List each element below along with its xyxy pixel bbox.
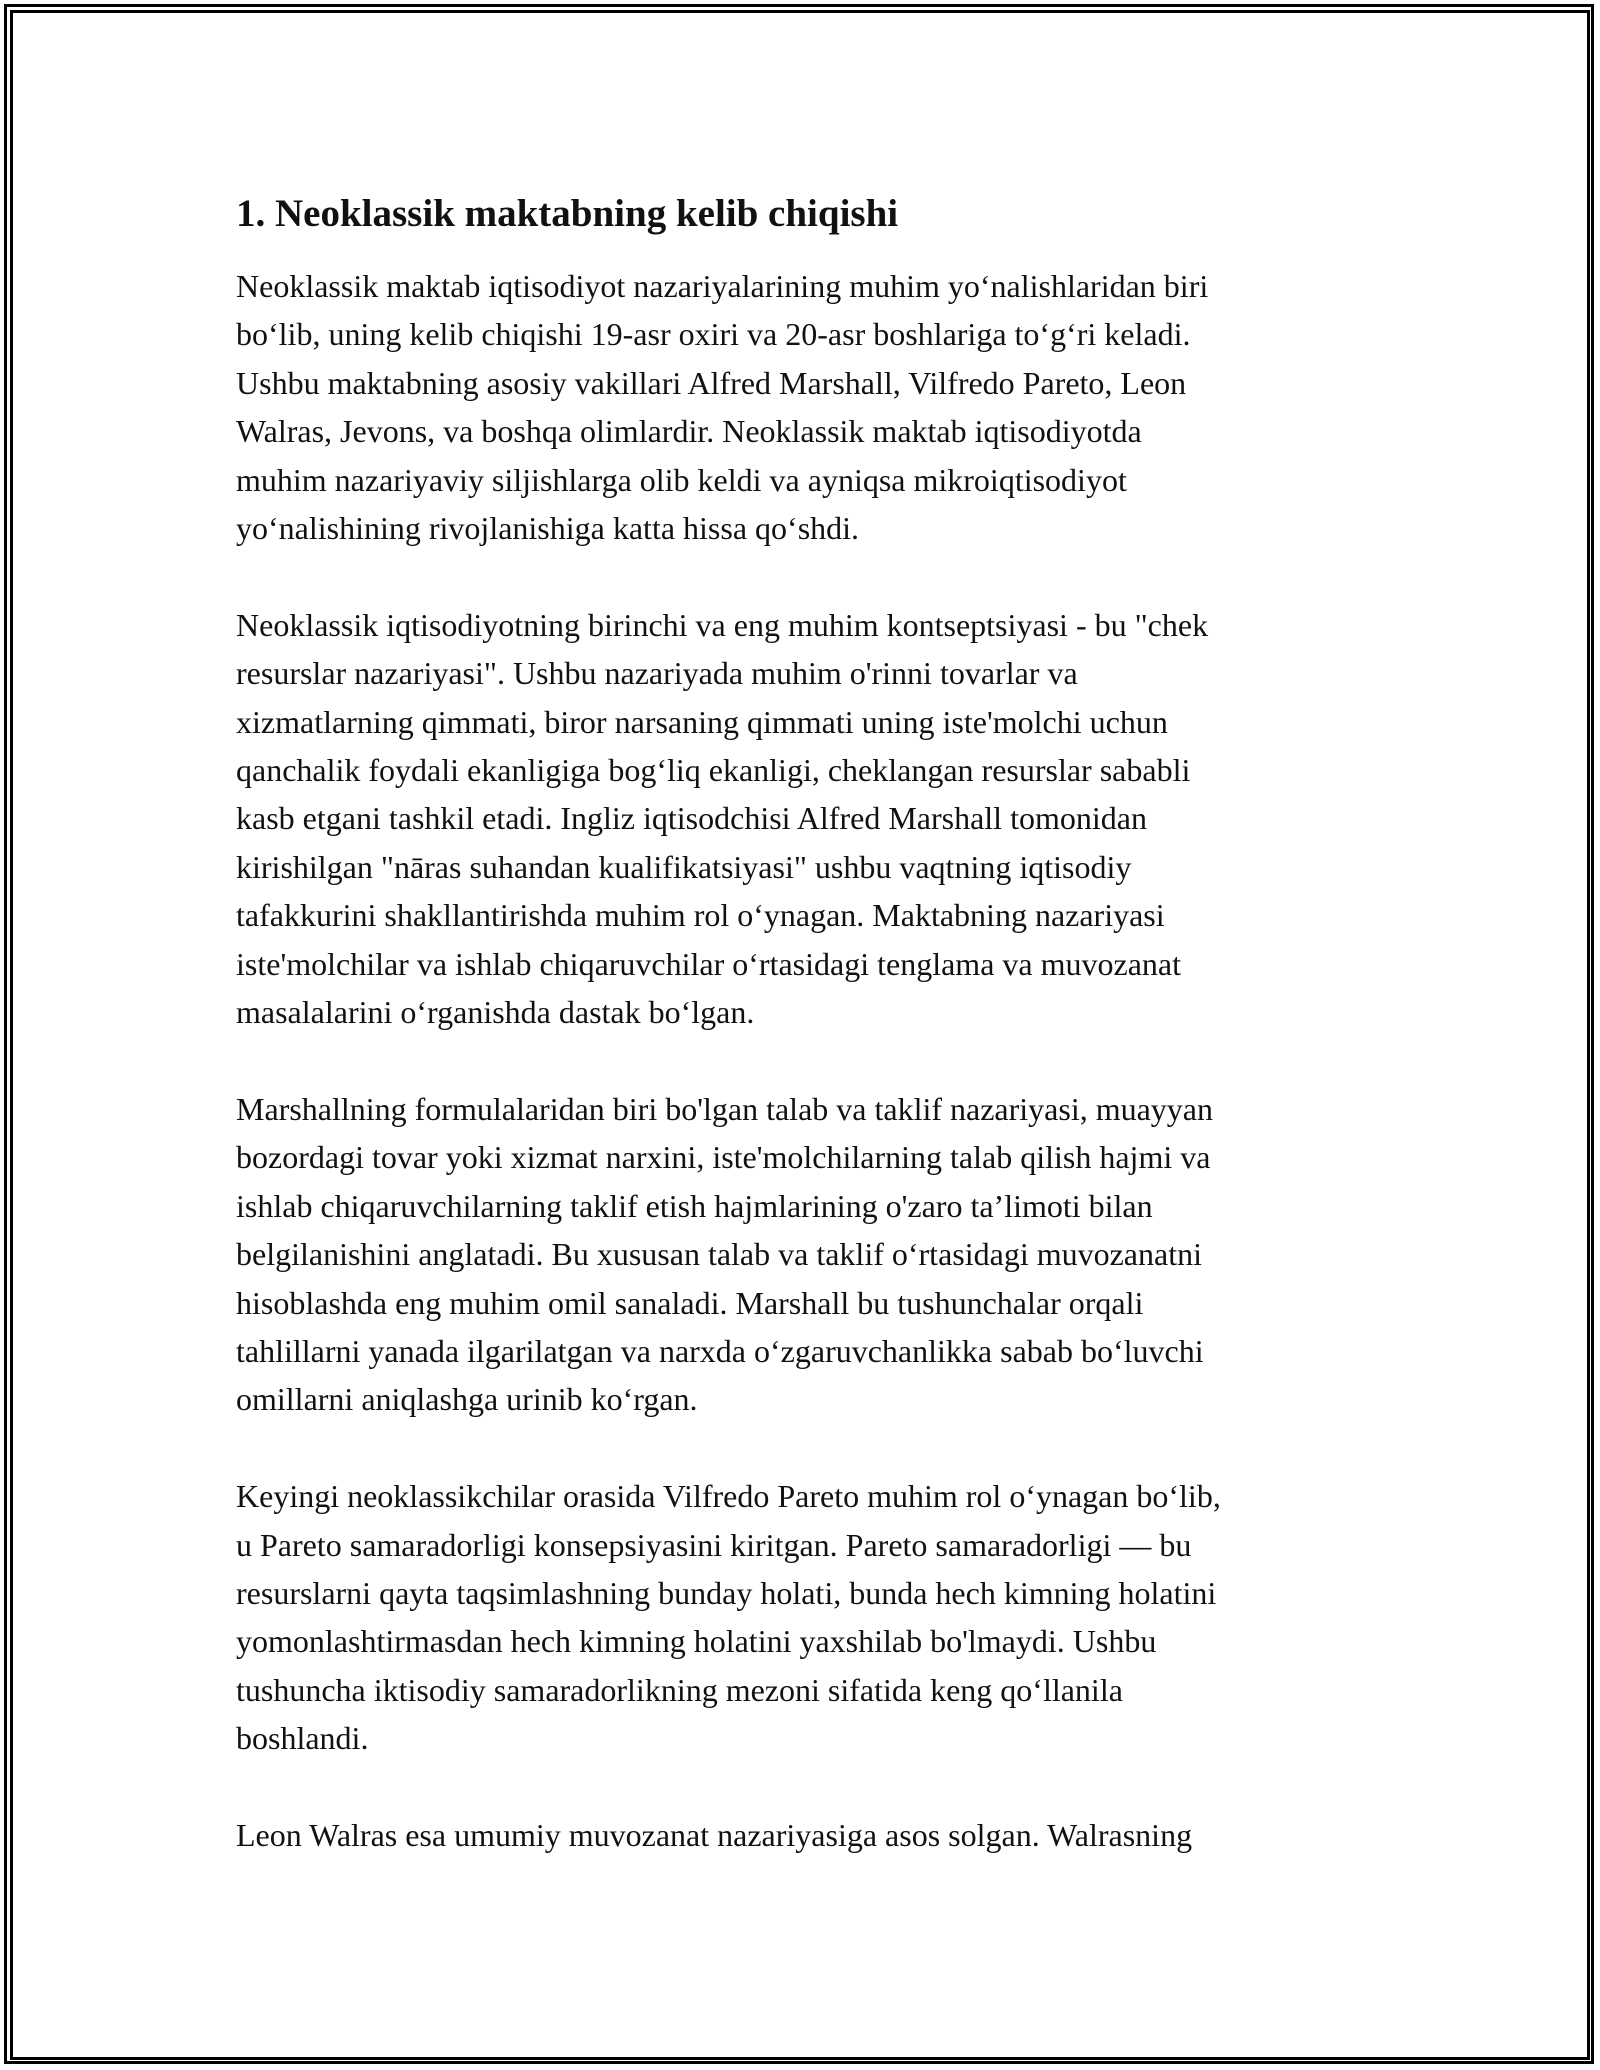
text-line: hisoblashda eng muhim omil sanaladi. Marshall bu tushunchalar orqali — [236, 1284, 1144, 1321]
text-line: Walras, Jevons, va boshqa olimlardir. Neoklassik maktab iqtisodiyotda — [236, 413, 1142, 450]
paragraph — [236, 1472, 1368, 1762]
text-line: kirishilgan "nāras suhandan kualifikatsiyasi" ushbu vaqtning iqtisodiy — [236, 848, 1132, 885]
text-line: bozordagi tovar yoki xizmat narxini, iste'molchilarning talab qilish hajmi va — [236, 1139, 1211, 1176]
text-line: u Pareto samaradorligi konsepsiyasini kiritgan. Pareto samaradorligi — bu — [236, 1526, 1192, 1563]
text-line: resurslar nazariyasi". Ushbu nazariyada muhim o'rinni tovarlar va — [236, 655, 1078, 692]
text-line: Keyingi neoklassikchilar orasida Vilfredo Pareto muhim rol o‘ynagan bo‘lib, — [236, 1478, 1221, 1515]
text-line: tahlillarni yanada ilgarilatgan va narxda o‘zgaruvchanlikka sabab bo‘luvchi — [236, 1332, 1204, 1369]
text-line: yo‘nalishining rivojlanishiga katta hissa qo‘shdi. — [236, 510, 860, 547]
document-body — [236, 186, 1368, 1908]
text-line: tushuncha iktisodiy samaradorlikning mezoni sifatida keng qo‘llanila — [236, 1671, 1123, 1708]
text-line: Leon Walras esa umumiy muvozanat nazariyasiga asos solgan. Walrasning — [236, 1816, 1193, 1853]
text-line: belgilanishini anglatadi. Bu xususan talab va taklif o‘rtasidagi muvozanatni — [236, 1236, 1202, 1273]
text-line: masalalarini o‘rganishda dastak bo‘lgan. — [236, 994, 755, 1031]
text-line: ishlab chiqaruvchilarning taklif etish hajmlarining o'zaro ta’limoti bilan — [236, 1187, 1153, 1224]
text-line: xizmatlarning qimmati, biror narsaning qimmati uning iste'molchi uchun — [236, 703, 1168, 740]
text-line: iste'molchilar va ishlab chiqaruvchilar o‘rtasidagi tenglama va muvozanat — [236, 945, 1181, 982]
text-line: resurslarni qayta taqsimlashning bunday holati, bunda hech kimning holatini — [236, 1574, 1217, 1611]
paragraph — [236, 262, 1368, 552]
paragraph — [236, 1811, 1368, 1859]
text-line: bo‘lib, uning kelib chiqishi 19-asr oxiri va 20-asr boshlariga to‘g‘ri keladi. — [236, 316, 1191, 353]
paragraph — [236, 1085, 1368, 1424]
text-line: boshlandi. — [236, 1720, 369, 1757]
text-line: Neoklassik maktab iqtisodiyot nazariyalarining muhim yo‘nalishlaridan biri — [236, 268, 1209, 304]
paragraph-list — [236, 262, 1368, 1859]
text-line: Neoklassik iqtisodiyotning birinchi va eng muhim kontseptsiyasi - bu "chek — [236, 606, 1209, 643]
text-line: qanchalik foydali ekanligiga bog‘liq ekanligi, cheklangan resurslar sababli — [236, 752, 1191, 789]
text-line: tafakkurini shakllantirishda muhim rol o‘ynagan. Maktabning nazariyasi — [236, 897, 1165, 934]
paragraph — [236, 601, 1368, 1037]
text-line: kasb etgani tashkil etadi. Ingliz iqtisodchisi Alfred Marshall tomonidan — [236, 800, 1147, 837]
text-line: muhim nazariyaviy siljishlarga olib keldi va ayniqsa mikroiqtisodiyot — [236, 461, 1127, 498]
text-line: yomonlashtirmasdan hech kimning holatini yaxshilab bo'lmaydi. Ushbu — [236, 1623, 1157, 1660]
text-line: Ushbu maktabning asosiy vakillari Alfred Marshall, Vilfredo Pareto, Leon — [236, 364, 1187, 401]
text-line: Marshallning formulalaridan biri bo'lgan talab va taklif nazariyasi, muayyan — [236, 1090, 1213, 1127]
section-heading: 1. Neoklassik maktabning kelib chiqishi — [236, 192, 899, 235]
text-line: omillarni aniqlashga urinib ko‘rgan. — [236, 1381, 698, 1418]
